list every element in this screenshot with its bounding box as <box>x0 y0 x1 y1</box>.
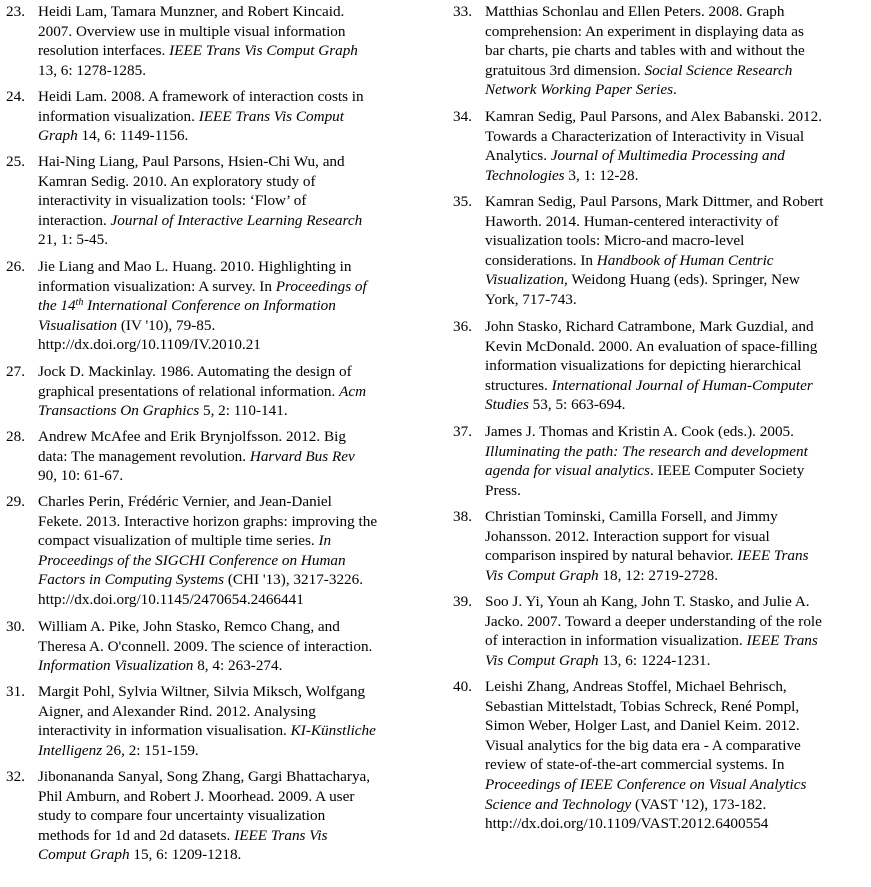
reference-line <box>38 826 422 846</box>
reference-text <box>38 87 422 146</box>
reference-segment: compact visualization of multiple time series. <box>38 532 319 550</box>
reference-line <box>38 787 422 807</box>
reference-segment: Visual analytics for the big data era - A comparative <box>485 736 801 754</box>
reference-line <box>485 442 867 462</box>
reference-line <box>485 22 867 42</box>
reference-line <box>38 211 422 231</box>
reference-text <box>485 107 867 185</box>
reference-segment: Matthias Schonlau and Ellen Peters. 2008. Graph <box>485 3 785 20</box>
reference-segment: James J. Thomas and Kristin A. Cook (eds.). 2005. <box>485 423 794 440</box>
reference-segment: Soo J. Yi, Youn ah Kang, John T. Stasko, and Julie A. <box>485 593 810 610</box>
reference-segment: Comput Graph <box>38 846 130 864</box>
reference-line <box>38 230 422 250</box>
reference-segment: http://dx.doi.org/10.1109/VAST.2012.6400554 <box>485 815 769 833</box>
reference-line <box>38 590 422 610</box>
reference-segment: data: The management revolution. <box>38 447 250 465</box>
reference-entry <box>6 87 422 146</box>
reference-segment: International Conference on Information <box>83 297 336 315</box>
reference-line <box>38 362 422 382</box>
reference-segment: 15, 6: 1209-1218. <box>129 846 242 864</box>
reference-segment: gratuitous 3rd dimension. <box>485 61 645 79</box>
reference-text <box>38 767 422 865</box>
reference-line <box>38 767 422 787</box>
reference-text <box>38 362 422 421</box>
reference-text <box>38 427 422 486</box>
reference-segment: Aigner, and Alexander Rind. 2012. Analysing <box>38 702 316 720</box>
reference-text <box>485 192 867 310</box>
reference-line <box>485 270 867 290</box>
reference-segment: Vis Comput Graph <box>485 651 599 669</box>
reference-number: 29. <box>6 493 25 510</box>
reference-line <box>485 612 867 632</box>
reference-segment: Press. <box>485 481 521 499</box>
reference-line <box>38 656 422 676</box>
reference-segment: comprehension: An experiment in displaying data as <box>485 22 804 40</box>
reference-segment: interactivity in visualization tools: ‘Flow’ of <box>38 192 307 210</box>
reference-line <box>38 126 422 146</box>
reference-line <box>485 317 867 337</box>
reference-segment: Handbook of Human Centric <box>596 251 774 269</box>
reference-number: 24. <box>6 88 25 105</box>
reference-number: 36. <box>453 318 472 335</box>
reference-line <box>485 422 867 442</box>
reference-segment: considerations. In <box>485 251 597 269</box>
reference-line <box>485 356 867 376</box>
reference-segment: Science and Technology <box>485 795 632 813</box>
reference-line <box>38 721 422 741</box>
reference-segment: Sebastian Mittelstadt, Tobias Schreck, René Pompl, <box>485 697 800 715</box>
reference-entry <box>6 617 422 676</box>
reference-segment: York, 717-743. <box>485 290 577 308</box>
reference-segment: 8, 4: 263-274. <box>193 657 283 675</box>
reference-segment: Kamran Sedig. 2010. An exploratory study of <box>38 172 316 190</box>
reference-line <box>38 107 422 127</box>
reference-number: 32. <box>6 768 25 785</box>
reference-number: 40. <box>453 678 472 695</box>
reference-segment: Andrew McAfee and Erik Brynjolfsson. 2012. Big <box>38 428 346 445</box>
reference-line <box>38 172 422 192</box>
reference-number: 33. <box>453 3 472 20</box>
reference-number: 39. <box>453 593 472 610</box>
reference-segment: bar charts, pie charts and tables with and without the <box>485 42 805 60</box>
reference-segment: Vis Comput Graph <box>485 566 599 584</box>
reference-segment: Heidi Lam. 2008. A framework of interaction costs in <box>38 88 364 105</box>
reference-line <box>485 2 867 22</box>
reference-segment: information visualizations for depicting hierarchical <box>485 357 802 375</box>
reference-line <box>485 376 867 396</box>
reference-segment: IEEE Trans Vis Comput <box>198 107 344 125</box>
reference-segment: Theresa A. O'connell. 2009. The science of interaction. <box>38 637 373 655</box>
reference-line <box>38 570 422 590</box>
reference-line <box>38 277 422 297</box>
reference-line <box>485 192 867 212</box>
reference-line <box>38 41 422 61</box>
reference-segment: 90, 10: 61-67. <box>38 467 124 485</box>
reference-line <box>38 2 422 22</box>
reference-text <box>485 592 867 670</box>
reference-segment: Kamran Sedig, Paul Parsons, Mark Dittmer, and Robert <box>485 193 824 210</box>
reference-number: 30. <box>6 618 25 635</box>
reference-segment: Phil Amburn, and Robert J. Moorhead. 2009. A user <box>38 787 355 805</box>
reference-line <box>38 637 422 657</box>
reference-number: 28. <box>6 428 25 445</box>
reference-line <box>485 755 867 775</box>
reference-segment: interaction. <box>38 211 111 229</box>
reference-segment: 2007. Overview use in multiple visual information <box>38 22 346 40</box>
reference-line <box>485 507 867 527</box>
reference-line <box>485 651 867 671</box>
reference-segment: Heidi Lam, Tamara Munzner, and Robert Kincaid. <box>38 3 345 20</box>
reference-segment: 53, 5: 663-694. <box>528 396 626 414</box>
reference-text <box>38 152 422 250</box>
reference-line <box>485 290 867 310</box>
reference-number: 35. <box>453 193 472 210</box>
reference-line <box>485 212 867 232</box>
reference-line <box>38 806 422 826</box>
reference-entry <box>6 362 422 421</box>
reference-line <box>38 447 422 467</box>
reference-segment: http://dx.doi.org/10.1109/IV.2010.21 <box>38 336 261 354</box>
reference-segment: Factors in Computing Systems <box>38 571 225 589</box>
reference-segment: Kevin McDonald. 2000. An evaluation of space-filling <box>485 337 818 355</box>
reference-segment: Proceedings of IEEE Conference on Visual Analytics <box>485 775 807 793</box>
reference-entry <box>6 682 422 760</box>
reference-line <box>38 551 422 571</box>
reference-entry <box>453 192 867 310</box>
reference-segment: . IEEE Computer Society <box>649 462 805 480</box>
reference-segment: Graph <box>38 127 78 145</box>
reference-segment: 18, 12: 2719-2728. <box>598 566 719 584</box>
reference-line <box>485 716 867 736</box>
reference-segment: comparison inspired by natural behavior. <box>485 547 738 565</box>
reference-segment: Information Visualization <box>38 657 194 675</box>
reference-text <box>485 507 867 585</box>
reference-segment: interactivity in information visualisation. <box>38 722 291 740</box>
reference-line <box>485 395 867 415</box>
reference-segment: Hai-Ning Liang, Paul Parsons, Hsien-Chi Wu, and <box>38 153 345 170</box>
reference-line <box>485 61 867 81</box>
reference-segment: 13, 6: 1224-1231. <box>598 651 711 669</box>
reference-line <box>38 316 422 336</box>
reference-segment: Acm <box>339 382 367 400</box>
reference-segment: study to compare four uncertainty visualization <box>38 807 326 825</box>
reference-entry <box>453 507 867 585</box>
reference-number: 31. <box>6 683 25 700</box>
reference-line <box>485 566 867 586</box>
reference-line <box>38 845 422 865</box>
reference-number: 38. <box>453 508 472 525</box>
reference-line <box>485 337 867 357</box>
reference-segment: methods for 1d and 2d datasets. <box>38 826 235 844</box>
reference-segment: 13, 6: 1278-1285. <box>38 61 146 79</box>
reference-text <box>38 682 422 760</box>
reference-segment: Studies <box>485 396 529 414</box>
reference-segment: Fekete. 2013. Interactive horizon graphs: improving the <box>38 512 378 530</box>
reference-segment: th <box>75 297 84 309</box>
reference-entry <box>453 2 867 100</box>
reference-entry <box>6 492 422 610</box>
reference-segment: 26, 2: 151-159. <box>102 741 199 759</box>
reference-entry <box>453 317 867 415</box>
reference-segment: Jock D. Mackinlay. 1986. Automating the design of <box>38 363 352 380</box>
reference-line <box>38 191 422 211</box>
reference-segment: (IV '10), 79-85. <box>117 316 216 334</box>
reference-line <box>485 107 867 127</box>
reference-entry <box>453 592 867 670</box>
reference-segment: Jie Liang and Mao L. Huang. 2010. Highlighting in <box>38 258 352 275</box>
reference-segment: Visualization <box>485 271 565 289</box>
reference-segment: Christian Tominski, Camilla Forsell, and Jimmy <box>485 508 778 525</box>
reference-number: 25. <box>6 153 25 170</box>
reference-segment: William A. Pike, John Stasko, Remco Chang, and <box>38 618 340 635</box>
reference-segment: Transactions On Graphics <box>38 402 200 420</box>
reference-text <box>485 317 867 415</box>
reference-segment: Simon Weber, Holger Last, and Daniel Keim. 2012. <box>485 717 800 735</box>
reference-entry <box>453 422 867 500</box>
reference-number: 23. <box>6 3 25 20</box>
reference-line <box>485 592 867 612</box>
reference-number: 26. <box>6 258 25 275</box>
reference-segment: the 14 <box>38 297 76 315</box>
reference-segment: Journal of Multimedia Processing and <box>550 147 785 165</box>
reference-line <box>485 546 867 566</box>
reference-line <box>485 146 867 166</box>
reference-line <box>485 814 867 834</box>
reference-number: 37. <box>453 423 472 440</box>
reference-segment: resolution interfaces. <box>38 42 170 60</box>
reference-text <box>38 617 422 676</box>
reference-entry <box>6 257 422 355</box>
reference-line <box>485 631 867 651</box>
reference-segment: Haworth. 2014. Human-centered interactivity of <box>485 212 779 230</box>
reference-text <box>38 492 422 610</box>
reference-segment: IEEE Trans Vis Comput Graph <box>169 42 358 60</box>
reference-segment: , Weidong Huang (eds). Springer, New <box>564 271 800 289</box>
reference-line <box>485 677 867 697</box>
reference-line <box>38 702 422 722</box>
reference-segment: Margit Pohl, Sylvia Wiltner, Silvia Miksch, Wolfgang <box>38 683 366 700</box>
reference-line <box>485 461 867 481</box>
reference-segment: Intelligenz <box>38 741 103 759</box>
reference-segment: structures. <box>485 376 552 394</box>
reference-line <box>485 481 867 501</box>
reference-entry <box>453 677 867 834</box>
reference-line <box>38 87 422 107</box>
reference-segment: Analytics. <box>485 147 551 165</box>
reference-segment: Jibonananda Sanyal, Song Zhang, Gargi Bhattacharya, <box>38 768 371 785</box>
reference-segment: Journal of Interactive Learning Research <box>110 211 363 229</box>
reference-segment: agenda for visual analytics <box>485 462 650 480</box>
reference-line <box>485 527 867 547</box>
reference-number: 34. <box>453 108 472 125</box>
reference-segment: International Journal of Human-Computer <box>551 376 813 394</box>
reference-line <box>38 492 422 512</box>
reference-segment: Proceedings of <box>275 277 367 295</box>
reference-line <box>485 736 867 756</box>
reference-segment: review of state-of-the-art commercial systems. In <box>485 756 785 774</box>
reference-text <box>38 2 422 80</box>
reference-text <box>485 2 867 100</box>
reference-line <box>485 127 867 147</box>
reference-line <box>38 741 422 761</box>
reference-line <box>38 682 422 702</box>
reference-line <box>485 795 867 815</box>
reference-segment: Social Science Research <box>644 61 793 79</box>
reference-line <box>38 22 422 42</box>
reference-segment: IEEE Trans <box>737 547 809 565</box>
reference-segment: information visualization. <box>38 107 199 125</box>
reference-segment: Jacko. 2007. Toward a deeper understanding of the role <box>485 612 822 630</box>
reference-line <box>38 531 422 551</box>
reference-segment: IEEE Trans Vis <box>234 826 328 844</box>
reference-line <box>38 296 422 316</box>
reference-segment: Towards a Characterization of Interactivity in Visual <box>485 127 805 145</box>
reference-segment: information visualization: A survey. In <box>38 277 276 295</box>
reference-line <box>38 401 422 421</box>
reference-segment: 3, 1: 12-28. <box>564 166 639 184</box>
reference-line <box>38 257 422 277</box>
reference-segment: http://dx.doi.org/10.1145/2470654.2466441 <box>38 590 304 608</box>
reference-segment: graphical presentations of relational information. <box>38 382 340 400</box>
reference-segment: Visualisation <box>38 316 118 334</box>
reference-entry <box>6 152 422 250</box>
reference-line <box>38 617 422 637</box>
reference-segment: 5, 2: 110-141. <box>199 402 288 420</box>
reference-segment: Network Working Paper Series <box>485 81 673 99</box>
reference-line <box>38 61 422 81</box>
reference-line <box>38 512 422 532</box>
reference-segment: IEEE Trans <box>746 632 818 650</box>
reference-segment: (CHI '13), 3217-3226. <box>224 571 364 589</box>
reference-segment: 21, 1: 5-45. <box>38 231 109 249</box>
reference-line <box>38 466 422 486</box>
reference-segment: Johansson. 2012. Interaction support for visual <box>485 527 770 545</box>
reference-segment: Illuminating the path: The research and development <box>485 442 808 460</box>
reference-line <box>485 697 867 717</box>
reference-entry <box>6 767 422 865</box>
reference-segment: In <box>318 532 332 550</box>
reference-segment: 14, 6: 1149-1156. <box>77 127 189 145</box>
reference-segment: visualization tools: Micro-and macro-level <box>485 232 745 250</box>
reference-segment: KI-Künstliche <box>290 722 376 740</box>
reference-line <box>485 231 867 251</box>
reference-segment: Charles Perin, Frédéric Vernier, and Jean-Daniel <box>38 493 332 510</box>
reference-segment: John Stasko, Richard Catrambone, Mark Guzdial, and <box>485 318 814 335</box>
reference-entry <box>453 107 867 185</box>
reference-entry <box>6 2 422 80</box>
reference-text <box>38 257 422 355</box>
reference-segment: Kamran Sedig, Paul Parsons, and Alex Babanski. 2012. <box>485 108 823 125</box>
reference-segment: Harvard Bus Rev <box>249 447 355 465</box>
reference-segment: of interaction in information visualization. <box>485 632 747 650</box>
reference-line <box>485 251 867 271</box>
reference-text <box>485 422 867 500</box>
reference-line <box>485 166 867 186</box>
reference-line <box>485 80 867 100</box>
reference-entry <box>6 427 422 486</box>
reference-line <box>38 335 422 355</box>
reference-segment: Technologies <box>485 166 565 184</box>
reference-text <box>485 677 867 834</box>
reference-segment: (VAST '12), 173-182. <box>631 795 767 813</box>
reference-segment: Proceedings of the SIGCHI Conference on Human <box>38 551 346 569</box>
reference-segment: . <box>673 81 677 99</box>
reference-line <box>485 41 867 61</box>
reference-line <box>38 152 422 172</box>
reference-number: 27. <box>6 363 25 380</box>
reference-segment: Leishi Zhang, Andreas Stoffel, Michael Behrisch, <box>485 678 787 695</box>
reference-line <box>38 427 422 447</box>
reference-line <box>38 382 422 402</box>
reference-line <box>485 775 867 795</box>
